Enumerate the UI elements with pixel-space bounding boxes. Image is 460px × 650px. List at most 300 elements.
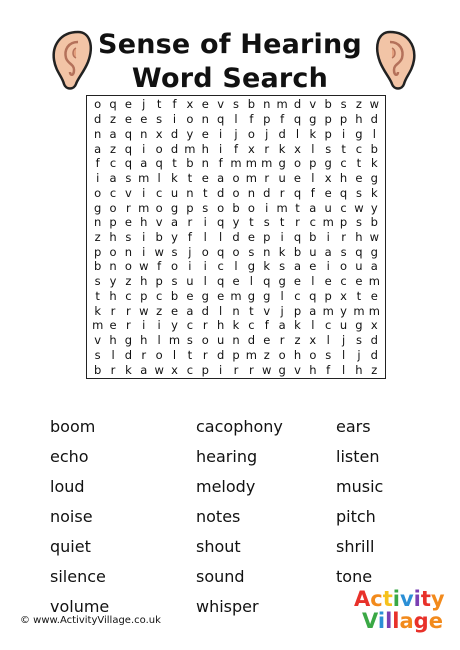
grid-letter: s — [94, 274, 101, 289]
grid-letter: a — [109, 171, 117, 186]
word-list-item: loud — [50, 477, 85, 496]
grid-letter: r — [141, 347, 147, 362]
word-list-item: tone — [336, 567, 373, 586]
grid-letter: l — [311, 171, 315, 186]
grid-letter: a — [109, 126, 117, 141]
grid-letter: p — [140, 288, 148, 303]
word-list-item: listen — [336, 447, 380, 466]
grid-letter: i — [219, 362, 223, 377]
grid-letter: m — [168, 333, 181, 348]
grid-letter: k — [94, 303, 102, 318]
grid-letter: a — [217, 171, 225, 186]
grid-letter: o — [94, 97, 102, 112]
word-list-item: shout — [196, 537, 241, 556]
grid-letter: o — [94, 185, 102, 200]
grid-letter: a — [186, 303, 194, 318]
grid-letter: v — [217, 97, 225, 112]
grid-letter: c — [109, 156, 117, 171]
grid-letter: c — [309, 215, 316, 230]
grid-letter: n — [140, 126, 148, 141]
grid-letter: e — [201, 126, 209, 141]
grid-letter: l — [157, 171, 161, 186]
grid-letter: f — [172, 97, 177, 112]
grid-letter: g — [201, 288, 209, 303]
grid-letter: q — [109, 97, 117, 112]
grid-letter: k — [278, 141, 286, 156]
grid-letter: b — [370, 141, 378, 156]
grid-letter: o — [155, 347, 163, 362]
grid-letter: p — [339, 215, 348, 230]
grid-letter: e — [247, 229, 255, 244]
grid-letter: z — [110, 141, 117, 156]
grid-letter: q — [155, 156, 163, 171]
grid-letter: m — [276, 200, 288, 215]
grid-letter: u — [278, 171, 286, 186]
grid-letter: v — [309, 97, 317, 112]
grid-letter: s — [171, 274, 178, 289]
grid-letter: f — [264, 318, 269, 333]
grid-letter: o — [124, 259, 132, 274]
grid-letter: k — [294, 318, 301, 333]
grid-letter: i — [142, 185, 146, 200]
grid-letter: m — [230, 288, 242, 303]
grid-letter: r — [279, 333, 285, 348]
grid-letter: b — [94, 362, 102, 377]
grid-letter: r — [279, 185, 285, 200]
grid-letter: r — [202, 347, 208, 362]
grid-letter: d — [216, 347, 225, 362]
grid-letter: h — [355, 112, 363, 127]
grid-letter: m — [245, 347, 257, 362]
grid-letter: g — [370, 244, 378, 259]
grid-letter: x — [155, 126, 163, 141]
grid-letter: n — [247, 185, 255, 200]
grid-letter: e — [124, 215, 132, 230]
grid-letter: g — [170, 200, 179, 215]
grid-letter: l — [372, 126, 376, 141]
grid-letter: s — [171, 244, 178, 259]
grid-letter: q — [309, 288, 317, 303]
grid-letter: q — [293, 112, 302, 127]
grid-letter: r — [110, 303, 116, 318]
grid-letter: r — [264, 141, 270, 156]
grid-letter: q — [216, 244, 225, 259]
grid-letter: q — [124, 126, 133, 141]
grid-letter: l — [249, 274, 253, 289]
grid-letter: t — [187, 347, 193, 362]
grid-letter: g — [278, 156, 286, 171]
grid-letter: k — [125, 362, 132, 377]
grid-letter: d — [263, 185, 271, 200]
grid-letter: d — [370, 112, 378, 127]
grid-letter: m — [92, 318, 104, 333]
grid-letter: r — [264, 171, 270, 186]
grid-letter: q — [216, 274, 225, 289]
grid-letter: j — [188, 244, 192, 259]
grid-letter: e — [293, 274, 301, 289]
grid-letter: a — [94, 141, 102, 156]
grid-letter: l — [219, 303, 223, 318]
grid-letter: g — [247, 288, 256, 303]
grid-letter: k — [370, 156, 378, 171]
grid-letter: r — [341, 229, 346, 244]
grid-letter: c — [186, 362, 194, 377]
grid-letter: l — [311, 141, 315, 156]
grid-letter: f — [218, 156, 223, 171]
grid-letter: q — [293, 229, 302, 244]
grid-letter: z — [263, 347, 270, 362]
grid-letter: l — [295, 126, 300, 141]
grid-letter: s — [125, 171, 132, 186]
grid-letter: b — [293, 244, 302, 259]
grid-letter: h — [109, 229, 117, 244]
grid-letter: e — [109, 318, 117, 333]
grid-letter: l — [341, 347, 346, 362]
grid-letter: x — [171, 362, 178, 377]
grid-letter: y — [232, 215, 240, 230]
grid-letter: p — [263, 229, 271, 244]
grid-letter: p — [324, 288, 332, 303]
grid-letter: n — [109, 259, 117, 274]
grid-letter: i — [188, 259, 192, 274]
grid-letter: r — [233, 362, 239, 377]
grid-letter: u — [216, 333, 225, 348]
grid-letter: q — [263, 274, 271, 289]
grid-letter: e — [201, 97, 209, 112]
grid-letter: l — [203, 274, 207, 289]
grid-letter: c — [155, 185, 163, 200]
grid-letter: d — [370, 333, 378, 348]
grid-letter: f — [233, 141, 239, 156]
grid-letter: v — [94, 333, 102, 348]
grid-letter: o — [155, 141, 163, 156]
grid-letter: x — [309, 333, 317, 348]
grid-letter: i — [142, 229, 146, 244]
grid-letter: k — [370, 185, 378, 200]
grid-letter: f — [280, 112, 285, 127]
grid-letter: p — [186, 200, 194, 215]
grid-letter: y — [109, 274, 117, 289]
grid-letter: p — [94, 244, 102, 259]
grid-letter: w — [369, 229, 379, 244]
grid-letter: r — [126, 200, 131, 215]
grid-letter: d — [370, 347, 378, 362]
grid-letter: t — [187, 171, 193, 186]
grid-letter: o — [186, 112, 194, 127]
grid-letter: e — [170, 303, 179, 318]
grid-letter: n — [232, 333, 240, 348]
grid-letter: f — [310, 185, 315, 200]
grid-letter: t — [279, 215, 285, 230]
grid-letter: c — [340, 200, 347, 215]
grid-letter: v — [294, 362, 301, 377]
grid-letter: b — [186, 156, 194, 171]
grid-letter: k — [263, 259, 271, 274]
grid-letter: q — [124, 141, 133, 156]
grid-letter: d — [201, 303, 209, 318]
grid-letter: e — [124, 112, 132, 127]
grid-letter: j — [280, 303, 284, 318]
logo-line-1: Activity — [354, 587, 445, 611]
grid-letter: y — [370, 200, 378, 215]
grid-letter: f — [95, 156, 100, 171]
grid-letter: g — [324, 156, 332, 171]
grid-letter: p — [324, 126, 332, 141]
page-title: Sense of Hearing Word Search — [98, 29, 362, 94]
grid-letter: h — [309, 362, 317, 377]
grid-letter: u — [339, 318, 348, 333]
grid-letter: c — [217, 259, 224, 274]
grid-letter: l — [157, 333, 161, 348]
grid-letter: r — [126, 318, 131, 333]
grid-letter: x — [324, 171, 332, 186]
grid-letter: p — [324, 112, 332, 127]
grid-letter: s — [125, 229, 132, 244]
word-list-item: boom — [50, 417, 96, 436]
grid-letter: r — [295, 215, 300, 230]
grid-letter: n — [232, 303, 240, 318]
grid-letter: n — [94, 126, 102, 141]
grid-letter: d — [170, 126, 179, 141]
grid-letter: s — [340, 97, 347, 112]
grid-letter: x — [294, 141, 301, 156]
grid-letter: p — [155, 274, 163, 289]
grid-letter: o — [170, 259, 179, 274]
grid-letter: c — [125, 288, 132, 303]
grid-letter: d — [170, 141, 179, 156]
grid-letter: b — [309, 229, 317, 244]
grid-letter: c — [294, 288, 301, 303]
grid-letter: i — [280, 229, 284, 244]
grid-letter: w — [354, 200, 364, 215]
grid-letter: j — [142, 97, 146, 112]
word-list-item: silence — [50, 567, 106, 586]
grid-letter: w — [262, 362, 272, 377]
grid-letter: g — [278, 362, 286, 377]
grid-letter: s — [232, 97, 239, 112]
grid-letter: l — [280, 288, 284, 303]
grid-letter: n — [263, 244, 271, 259]
grid-letter: p — [232, 347, 240, 362]
grid-letter: p — [293, 303, 302, 318]
grid-letter: t — [341, 141, 346, 156]
grid-letter: k — [232, 318, 240, 333]
grid-letter: b — [247, 97, 256, 112]
grid-letter: o — [201, 244, 209, 259]
grid-letter: t — [295, 200, 300, 215]
grid-letter: h — [339, 171, 348, 186]
grid-letter: c — [325, 318, 332, 333]
grid-letter: q — [216, 112, 225, 127]
grid-letter: c — [355, 141, 363, 156]
grid-letter: c — [340, 274, 347, 289]
grid-letter: h — [140, 215, 148, 230]
grid-letter: l — [311, 274, 315, 289]
word-list-item: music — [336, 477, 384, 496]
grid-letter: c — [155, 288, 163, 303]
grid-letter: h — [140, 274, 148, 289]
grid-letter: e — [140, 112, 148, 127]
grid-letter: o — [232, 244, 240, 259]
grid-letter: i — [142, 318, 146, 333]
grid-letter: z — [294, 333, 301, 348]
grid-letter: i — [172, 112, 177, 127]
grid-letter: e — [324, 185, 332, 200]
grid-letter: m — [261, 156, 273, 171]
grid-letter: c — [248, 318, 255, 333]
grid-letter: g — [263, 288, 271, 303]
grid-letter: r — [187, 215, 193, 230]
grid-letter: h — [140, 333, 148, 348]
grid-letter: m — [322, 215, 334, 230]
word-list-item: ears — [336, 417, 371, 436]
grid-letter: s — [94, 347, 101, 362]
grid-letter: b — [94, 259, 102, 274]
grid-letter: s — [248, 244, 255, 259]
word-list-item: pitch — [336, 507, 376, 526]
grid-letter: o — [109, 244, 117, 259]
grid-letter: e — [293, 171, 301, 186]
grid-letter: w — [369, 97, 379, 112]
word-list-item: volume — [50, 597, 110, 616]
grid-letter: f — [187, 229, 192, 244]
grid-letter: b — [170, 288, 179, 303]
activity-village-logo — [354, 588, 444, 640]
grid-letter: t — [95, 288, 100, 303]
grid-letter: p — [339, 112, 348, 127]
grid-letter: i — [157, 318, 161, 333]
grid-letter: t — [156, 97, 162, 112]
grid-letter: m — [184, 141, 196, 156]
grid-letter: g — [94, 200, 102, 215]
grid-letter: d — [216, 185, 225, 200]
grid-letter: d — [94, 112, 102, 127]
grid-letter: e — [370, 288, 378, 303]
grid-letter: k — [171, 171, 178, 186]
grid-letter: k — [278, 244, 286, 259]
grid-letter: n — [263, 97, 271, 112]
grid-letter: t — [203, 185, 208, 200]
grid-letter: a — [293, 259, 301, 274]
grid-letter: o — [340, 259, 348, 274]
grid-letter: q — [293, 185, 302, 200]
grid-letter: b — [232, 200, 240, 215]
grid-letter: n — [94, 215, 102, 230]
grid-letter: h — [109, 288, 117, 303]
grid-letter: u — [186, 274, 194, 289]
grid-letter: e — [355, 274, 363, 289]
grid-letter: s — [156, 112, 163, 127]
grid-letter: i — [326, 229, 330, 244]
grid-letter: r — [126, 303, 131, 318]
grid-letter: j — [341, 333, 346, 348]
grid-letter: m — [245, 171, 257, 186]
grid-letter: l — [203, 229, 207, 244]
grid-letter: d — [124, 347, 133, 362]
grid-letter: a — [309, 200, 317, 215]
word-list-item: notes — [196, 507, 241, 526]
grid-letter: s — [340, 244, 347, 259]
word-list — [50, 412, 390, 622]
grid-letter: a — [309, 303, 317, 318]
grid-letter: n — [201, 112, 209, 127]
grid-letter: q — [216, 215, 225, 230]
grid-letter: m — [276, 97, 288, 112]
grid-letter: r — [202, 318, 208, 333]
grid-letter: p — [263, 112, 271, 127]
grid-letter: o — [232, 185, 240, 200]
grid-letter: r — [110, 362, 116, 377]
grid-letter: e — [355, 171, 363, 186]
grid-letter: e — [263, 333, 271, 348]
grid-letter: g — [309, 112, 317, 127]
grid-letter: z — [110, 112, 117, 127]
grid-letter: a — [140, 362, 148, 377]
grid-letter: w — [154, 244, 164, 259]
grid-letter: m — [368, 274, 380, 289]
grid-letter: i — [142, 141, 146, 156]
grid-letter: e — [124, 97, 132, 112]
grid-letter: o — [217, 200, 225, 215]
grid-letter: z — [94, 229, 101, 244]
word-search-grid — [86, 95, 386, 379]
grid-letter: v — [125, 185, 132, 200]
word-list-item: quiet — [50, 537, 91, 556]
grid-letter: z — [125, 274, 132, 289]
grid-letter: i — [219, 126, 223, 141]
grid-letter: m — [245, 156, 257, 171]
ear-right-icon — [372, 28, 420, 92]
word-list-item: sound — [196, 567, 245, 586]
grid-letter: n — [186, 185, 194, 200]
grid-letter: f — [157, 259, 162, 274]
grid-letter: i — [96, 171, 100, 186]
grid-letter: h — [355, 229, 363, 244]
grid-letter: v — [155, 215, 163, 230]
grid-letter: j — [357, 347, 361, 362]
grid-letter: o — [232, 171, 240, 186]
grid-letter: g — [247, 259, 256, 274]
grid-letter: d — [232, 229, 240, 244]
grid-letter: x — [370, 318, 378, 333]
grid-letter: s — [325, 347, 332, 362]
word-list-item: echo — [50, 447, 89, 466]
grid-letter: u — [355, 259, 363, 274]
grid-letter: m — [138, 200, 150, 215]
grid-letter: o — [155, 200, 163, 215]
grid-letter: o — [109, 200, 117, 215]
grid-letter: s — [202, 200, 209, 215]
grid-letter: f — [249, 112, 254, 127]
grid-letter: n — [201, 156, 209, 171]
grid-letter: i — [203, 259, 207, 274]
grid-letter: a — [170, 215, 179, 230]
grid-letter: i — [265, 200, 269, 215]
grid-letter: l — [326, 333, 330, 348]
grid-letter: g — [370, 171, 378, 186]
grid-letter: o — [278, 347, 286, 362]
grid-letter: h — [293, 347, 302, 362]
grid-letter: b — [370, 215, 378, 230]
grid-letter: a — [278, 318, 286, 333]
grid-letter: q — [124, 156, 133, 171]
grid-letter: i — [219, 141, 223, 156]
grid-letter: w — [139, 259, 149, 274]
grid-letter: x — [340, 288, 347, 303]
grid-letter: m — [353, 303, 365, 318]
grid-letter: y — [186, 126, 194, 141]
grid-letter: w — [139, 303, 149, 318]
